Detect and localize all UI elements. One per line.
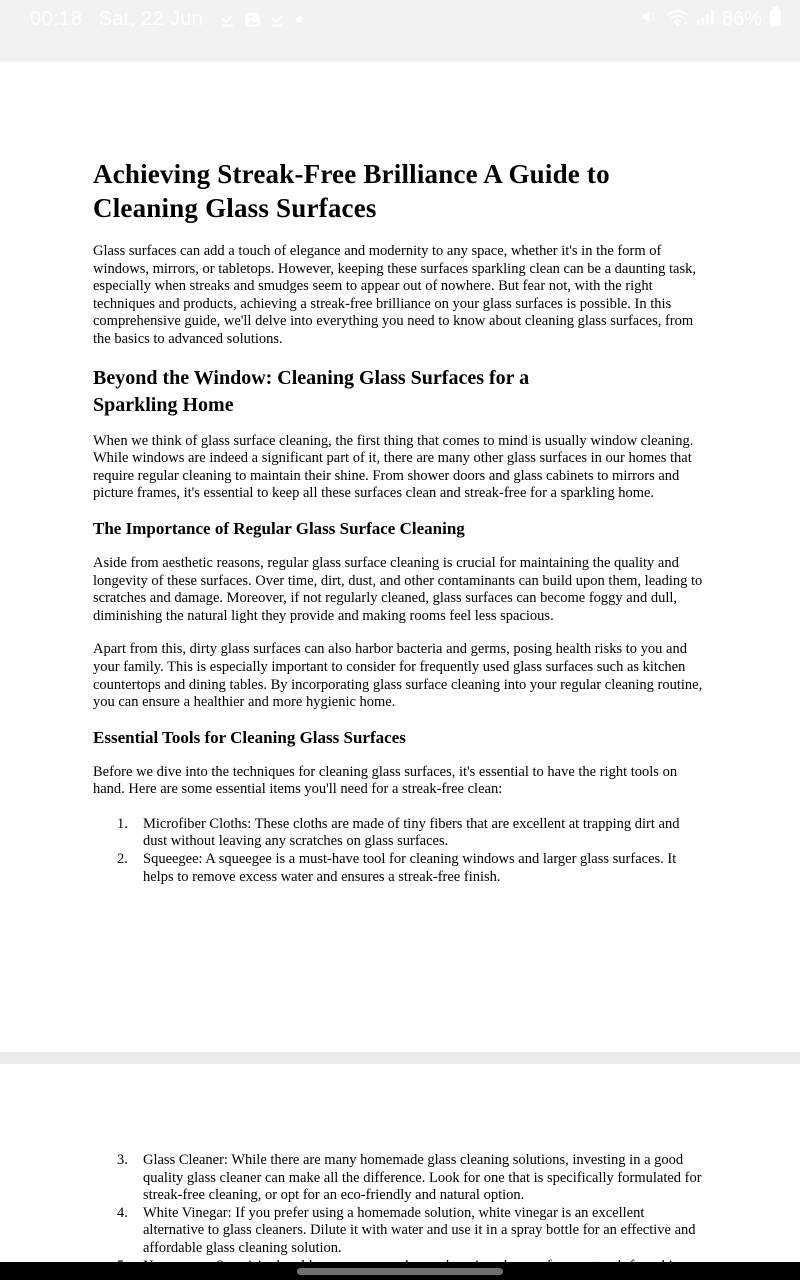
tools-ordered-list [93, 816, 707, 886]
wifi-icon [666, 7, 689, 32]
battery-icon [769, 6, 782, 32]
gesture-pill[interactable] [297, 1268, 503, 1275]
list-text: Glass Cleaner: While there are many homemade glass cleaning solutions, investing in a good quality glass cleaner can make all the difference. Look for one that is specifically formulated for streak-free cleaning, or opt for an eco-friendly and natural option. [143, 1152, 702, 1204]
document-viewport[interactable] [0, 62, 800, 1262]
list-item [93, 851, 707, 886]
section-heading-beyond-the-window: Beyond the Window: Cleaning Glass Surfaces for a Sparkling Home [93, 366, 530, 416]
pdf-page-2 [0, 1064, 800, 1262]
list-item [93, 1152, 707, 1205]
battery-percent: 86% [721, 7, 762, 30]
list-number: 2. [117, 851, 128, 868]
importance-paragraph-1: Aside from aesthetic reasons, regular glass surface cleaning is crucial for maintaining the quality and longevity of these surfaces. Over time, dirt, dust, and other contaminants can build upon them, leading to scratches and damage. Moreover, if not regularly cleaned, glass surfaces can become foggy and dull, diminishing the natural light they provide and making rooms feel less spacious. [93, 554, 703, 624]
page-separator [0, 1052, 800, 1064]
download-done-icon [219, 11, 236, 28]
intro-paragraph: Glass surfaces can add a touch of elegance and modernity to any space, whether it's in the form of windows, mirrors, or tabletops. However, keeping these surfaces sparkling clean can be a daunting task, especially when streaks and smudges seem to appear out of nowhere. But fear not, with the right techniques and products, achieving a streak-free brilliance on your glass surfaces is possible. In this comprehensive guide, we'll delve into everything you need to know about cleaning glass surfaces, from the basics to advanced solutions. [93, 243, 697, 347]
status-bar [0, 0, 800, 62]
list-item [93, 1205, 707, 1258]
screenshot-icon [244, 11, 261, 28]
overview-paragraph: When we think of glass surface cleaning, the first thing that comes to mind is usually window cleaning. While windows are indeed a significant part of it, there are many other glass surfaces in our homes that require regular cleaning to maintain their shine. From shower doors and glass cabinets to mirrors and picture frames, it's essential to keep all these surfaces clean and streak-free for a sparkling home. [93, 432, 694, 502]
tools-intro-paragraph: Before we dive into the techniques for cleaning glass surfaces, it's essential to have the right tools on hand. Here are some essential items you'll need for a streak-free clean: [93, 763, 678, 798]
doc-title: Achieving Streak-Free Brilliance A Guide to Cleaning Glass Surfaces [93, 159, 610, 223]
status-date: Sat, 22 Jun [98, 7, 204, 30]
notification-icons [219, 11, 303, 28]
nav-bar [0, 1262, 800, 1280]
list-text: Squeegee: A squeegee is a must-have tool for cleaning windows and larger glass surfaces. It helps to remove excess water and ensures a streak-free finish. [143, 851, 677, 885]
clock: 00:18 [30, 7, 83, 30]
list-number: 3. [117, 1152, 128, 1168]
tools-ordered-list-continued [93, 1152, 707, 1275]
signal-bars-icon [696, 7, 715, 31]
subsection-heading-essential-tools: Essential Tools for Cleaning Glass Surfaces [93, 727, 406, 747]
more-notifications-dot-icon [296, 16, 303, 23]
status-bar-row [0, 0, 800, 32]
importance-paragraph-2: Apart from this, dirty glass surfaces can also harbor bacteria and germs, posing health risks to you and your family. This is especially important to consider for frequently used glass surfaces such as kitchen countertops and dining tables. By incorporating glass surface cleaning into your regular cleaning routine, you can ensure a healthier and more hygienic home. [93, 641, 703, 711]
list-text: White Vinegar: If you prefer using a homemade solution, white vinegar is an excellent alternative to glass cleaners. Dilute it with water and use it in a spray bottle for an effective and affordable glass cleaning solution. [143, 1204, 696, 1256]
list-item [93, 816, 707, 851]
pdf-page-1 [0, 62, 800, 1052]
list-text: Microfiber Cloths: These cloths are made of tiny fibers that are excellent at trapping dirt and dust without leaving any scratches on glass surfaces. [143, 815, 680, 850]
mute-icon [640, 7, 659, 31]
list-number: 4. [117, 1204, 128, 1221]
subsection-heading-importance: The Importance of Regular Glass Surface Cleaning [93, 518, 465, 538]
list-number: 1. [117, 815, 128, 832]
system-status-icons [640, 6, 782, 32]
download-done-icon [269, 11, 286, 28]
